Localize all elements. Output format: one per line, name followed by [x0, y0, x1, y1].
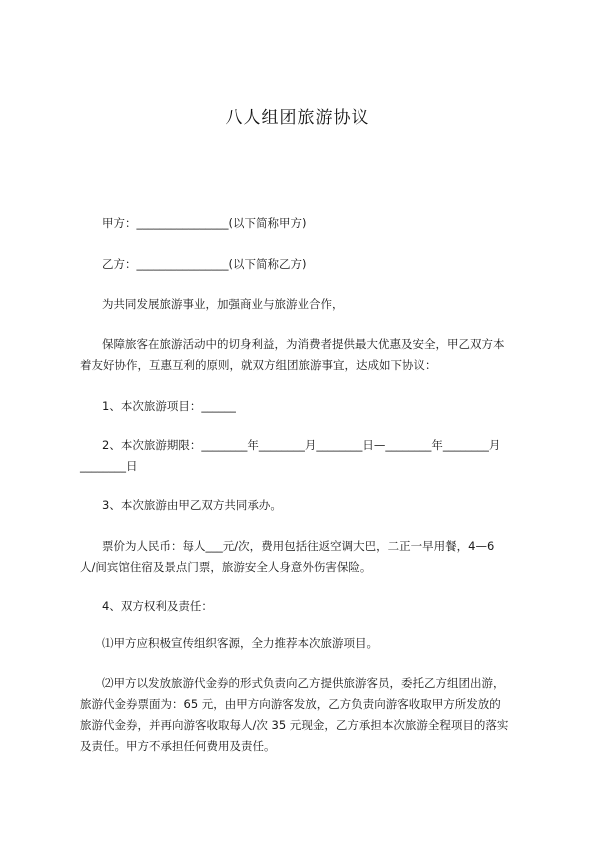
- purpose-line-1: 保障旅客在旅游活动中的切身利益，为消费者提供最大优惠及安全，甲乙双方本: [102, 337, 505, 351]
- duty-2-line-3: 旅游代金券，并再向游客收取每人/次 35 元现金，乙方承担本次旅游全程项目的落实: [80, 718, 509, 732]
- purpose-line-2: 着友好协作，互惠互利的原则，就双方组团旅游事宜，达成如下协议：: [80, 358, 437, 372]
- price-line-1: 票价为人民币：每人___元/次，费用包括往返空调大巴，二正一早用餐，4—6: [102, 539, 495, 553]
- item-3: 3、本次旅游由甲乙双方共同承办。: [102, 498, 282, 512]
- duty-2-line-1: ⑵甲方以发放旅游代金券的形式负责向乙方提供旅游客员，委托乙方组团出游，: [102, 676, 505, 690]
- party-b-note: (以下简称乙方): [228, 257, 307, 271]
- duty-2-line-2: 旅游代金券票面为：65 元，由甲方向游客发放，乙方负责向游客收取甲方所发放的: [80, 697, 501, 711]
- document-title: 八人组团旅游协议: [225, 108, 370, 128]
- party-a-blank: ________________: [136, 216, 229, 230]
- item-4: 4、双方权利及责任：: [102, 599, 213, 613]
- party-b-line: [80, 254, 525, 275]
- price-line-2: 人/间宾馆住宿及景点门票，旅游安全人身意外伤害保险。: [80, 560, 372, 574]
- item-1: 1、本次旅游项目：______: [102, 399, 236, 413]
- item-2-line-1: 2、本次旅游期限：________年________月________日—________年________月: [102, 438, 501, 452]
- party-a-label: 甲方：: [102, 216, 137, 230]
- item-2-line-2: ________日: [80, 459, 138, 473]
- party-a-line: [80, 213, 525, 234]
- party-b-label: 乙方：: [102, 257, 137, 271]
- intro-paragraph: 为共同发展旅游事业，加强商业与旅游业合作，: [102, 297, 344, 311]
- party-a-note: (以下简称甲方): [228, 216, 307, 230]
- duty-1: ⑴甲方应积极宣传组织客源，全力推荐本次旅游项目。: [102, 636, 378, 650]
- duty-2-line-4: 及责任。甲方不承担任何费用及责任。: [80, 739, 276, 753]
- party-b-blank: ________________: [136, 257, 229, 271]
